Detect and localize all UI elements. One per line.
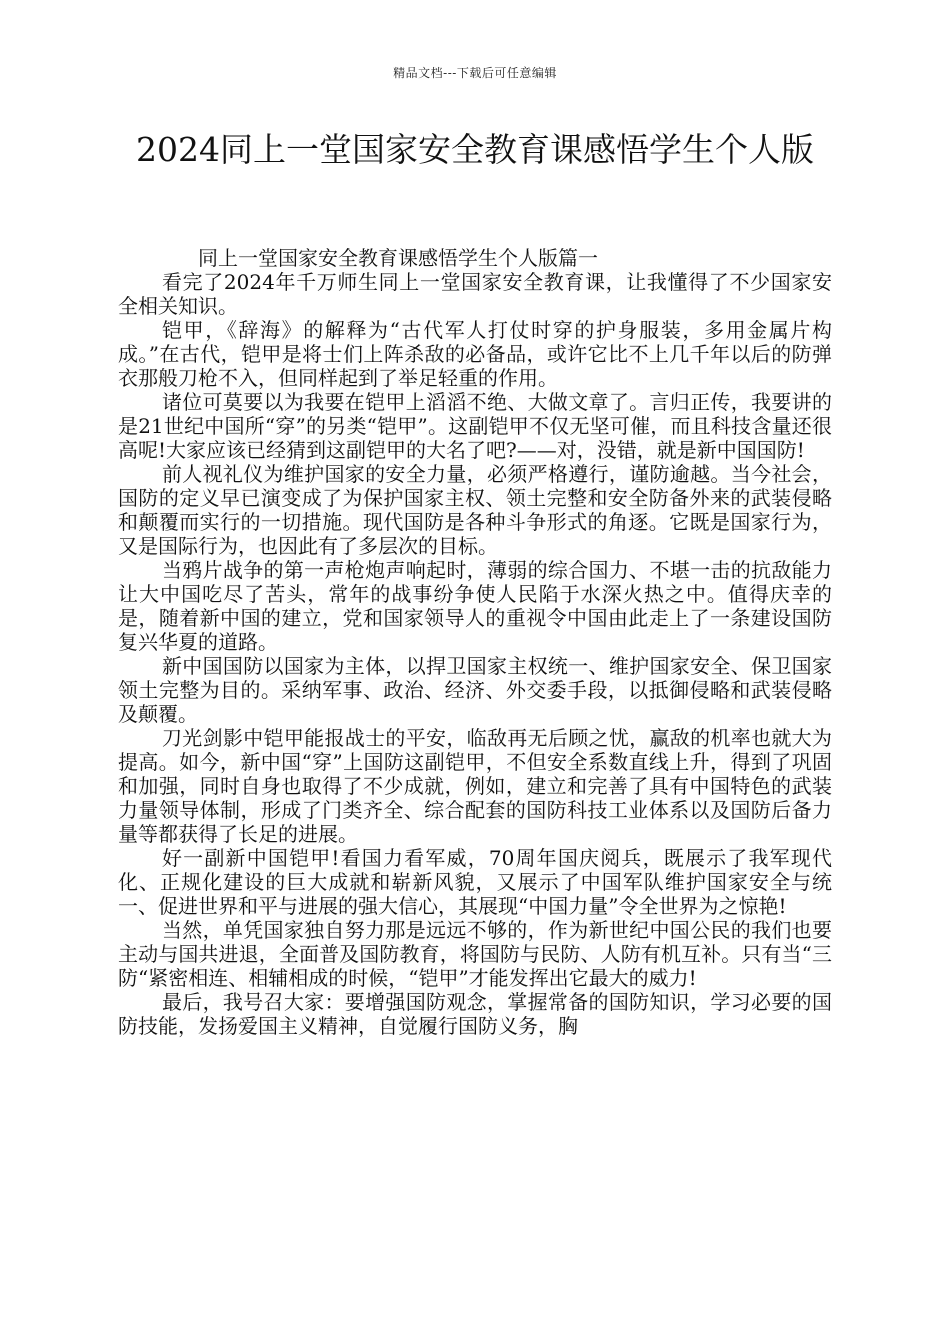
paragraph: 当然，单凭国家独自努力那是远远不够的，作为新世纪中国公民的我们也要主动与国共进退，全面普及国防教育，将国防与民防、人防有机互补。只有当“三防“紧密相连、相辅相成的时候，“铠甲”才能发挥出它最大的威力! (118, 918, 832, 990)
paragraph: 新中国国防以国家为主体，以捍卫国家主权统一、维护国家安全、保卫国家领土完整为目的。采纳军事、政治、经济、外交委手段，以抵御侵略和武装侵略及颠覆。 (118, 654, 832, 726)
paragraph: 诸位可莫要以为我要在铠甲上滔滔不绝、大做文章了。言归正传，我要讲的是21世纪中国所“穿”的另类“铠甲”。这副铠甲不仅无坚可催，而且科技含量还很高呢!大家应该已经猜到这副铠甲的大名了吧?——对，没错，就是新中国国防! (118, 390, 832, 462)
paragraph: 刀光剑影中铠甲能报战士的平安，临敌再无后顾之忧，赢敌的机率也就大为提高。如今，新中国“穿”上国防这副铠甲，不但安全系数直线上升，得到了巩固和加强，同时自身也取得了不少成就，例如，建立和完善了具有中国特色的武装力量领导体制，形成了门类齐全、综合配套的国防科技工业体系以及国防后备力量等都获得了长足的进展。 (118, 726, 832, 846)
paragraph: 最后，我号召大家：要增强国防观念，掌握常备的国防知识，学习必要的国防技能，发扬爱国主义精神，自觉履行国防义务，胸 (118, 990, 832, 1038)
paragraph: 看完了2024年千万师生同上一堂国家安全教育课，让我懂得了不少国家安全相关知识。 (118, 270, 832, 318)
paragraph: 前人视礼仪为维护国家的安全力量，必须严格遵行，谨防逾越。当今社会，国防的定义早已演变成了为保护国家主权、领土完整和安全防备外来的武装侵略和颠覆而实行的一切措施。现代国防是各种斗争形式的角逐。它既是国家行为，又是国际行为，也因此有了多层次的目标。 (118, 462, 832, 558)
document-body (118, 246, 832, 1038)
paragraph: 铠甲，《辞海》的解释为“古代军人打仗时穿的护身服装，多用金属片构成。”在古代，铠甲是将士们上阵杀敌的必备品，或许它比不上几千年以后的防弹衣那般刀枪不入，但同样起到了举足轻重的作用。 (118, 318, 832, 390)
header-note: 精品文档---下载后可任意编辑 (393, 66, 557, 80)
paragraph: 当鸦片战争的第一声枪炮声响起时，薄弱的综合国力、不堪一击的抗敌能力让大中国吃尽了苦头，常年的战事纷争使人民陷于水深火热之中。值得庆幸的是，随着新中国的建立，党和国家领导人的重视令中国由此走上了一条建设国防复兴华夏的道路。 (118, 558, 832, 654)
document-title: 2024同上一堂国家安全教育课感悟学生个人版 (136, 130, 814, 169)
paragraph: 好一副新中国铠甲!看国力看军威，70周年国庆阅兵，既展示了我军现代化、正规化建设的巨大成就和崭新风貌，又展示了中国军队维护国家安全与统一、促进世界和平与进展的强大信心，其展现“中国力量”令全世界为之惊艳! (118, 846, 832, 918)
document-subtitle: 同上一堂国家安全教育课感悟学生个人版篇一 (198, 246, 598, 270)
